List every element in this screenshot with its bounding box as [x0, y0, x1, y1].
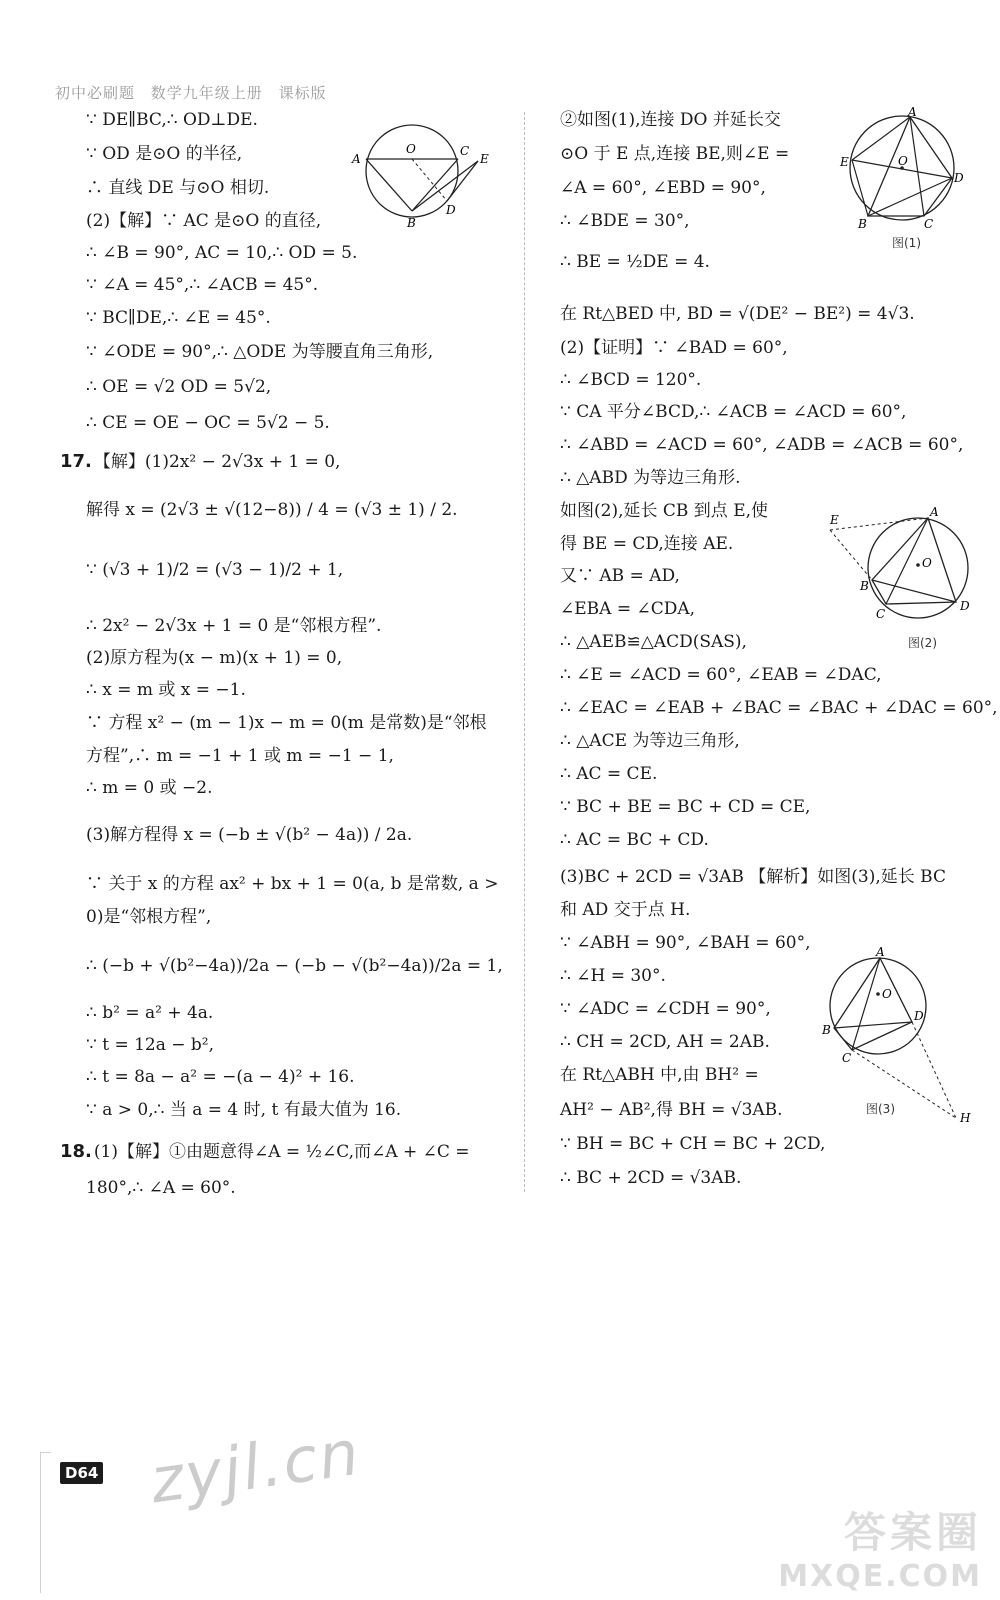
question-17-line [60, 450, 340, 474]
fig3-label: D [914, 1009, 924, 1023]
watermark-logo: 答案圈 [843, 1508, 982, 1557]
right-line: ∵ BC + BE = BC + CD = CE, [560, 797, 811, 817]
fig1-label: D [954, 171, 964, 185]
header-edition: 课标版 [278, 84, 327, 102]
running-header [55, 82, 337, 103]
question-18-line [60, 1140, 470, 1164]
left-line: ∴ OE = √2 OD = 5√2, [86, 377, 272, 397]
left-line: ∵ 关于 x 的方程 ax² + bx + 1 = 0(a, b 是常数, a > [86, 874, 499, 894]
fig2-label: B [860, 579, 869, 593]
figure-2-svg [830, 505, 980, 630]
figure-circle-tangent [350, 126, 500, 236]
question-number: 17. [60, 451, 92, 472]
left-line: ∵ t = 12a − b², [86, 1035, 215, 1055]
left-line: ∵ OD 是⊙O 的半径, [86, 144, 243, 164]
left-line: ∵ a > 0,∴ 当 a = 4 时, t 有最大值为 16. [86, 1100, 402, 1120]
right-line: ∴ △ACE 为等边三角形, [560, 731, 740, 751]
left-line: (2)【解】∵ AC 是⊙O 的直径, [86, 211, 322, 231]
right-line: ∵ CA 平分∠BCD,∴ ∠ACB = ∠ACD = 60°, [560, 402, 907, 422]
fig1-label: B [858, 217, 867, 231]
fig3-label: H [960, 1111, 971, 1125]
left-line: ∴ ∠B = 90°, AC = 10,∴ OD = 5. [86, 243, 358, 263]
figure-1-svg [840, 105, 970, 231]
left-line: ∴ t = 8a − a² = −(a − 4)² + 16. [86, 1067, 355, 1087]
left-line: ∴ CE = OE − OC = 5√2 − 5. [86, 413, 330, 433]
left-line: 0)是“邻根方程”, [86, 907, 212, 927]
left-line: 180°,∴ ∠A = 60°. [86, 1178, 236, 1198]
figure-2 [830, 505, 980, 660]
fig1-label: O [898, 154, 908, 168]
right-line: ∴ ∠EAC = ∠EAB + ∠BAC = ∠BAC + ∠DAC = 60°, [560, 698, 998, 718]
left-line: ∴ b² = a² + 4a. [86, 1003, 214, 1023]
fig0-label: E [480, 152, 489, 166]
right-line: 如图(2),延长 CB 到点 E,使 [560, 501, 769, 521]
figure-1 [840, 105, 970, 260]
right-line: ∴ △ABD 为等边三角形. [560, 468, 741, 488]
figure-2-caption: 图(2) [908, 636, 937, 650]
left-line: ∴ 直线 DE 与⊙O 相切. [86, 178, 270, 198]
right-line: ∴ ∠ABD = ∠ACD = 60°, ∠ADB = ∠ACB = 60°, [560, 435, 964, 455]
right-line: ⊙O 于 E 点,连接 BE,则∠E = [560, 144, 790, 164]
fig0-label: O [406, 142, 416, 156]
right-line: 在 Rt△ABH 中,由 BH² = [560, 1065, 759, 1085]
fig2-label: O [922, 556, 932, 570]
left-line: ∴ m = 0 或 −2. [86, 778, 213, 798]
fig0-label: B [407, 216, 416, 230]
fig3-label: B [822, 1023, 831, 1037]
right-line: ∵ ∠ADC = ∠CDH = 90°, [560, 999, 771, 1019]
fig0-label: A [352, 152, 361, 166]
right-line: ∴ BE = ½DE = 4. [560, 252, 710, 272]
right-line: ∴ AC = BC + CD. [560, 830, 709, 850]
left-line: 方程”,∴ m = −1 + 1 或 m = −1 − 1, [86, 746, 394, 766]
left-line: ∵ ∠A = 45°,∴ ∠ACB = 45°. [86, 275, 319, 295]
page-number: D64 [60, 1462, 103, 1484]
fig2-label: D [960, 599, 970, 613]
right-line: ∠EBA = ∠CDA, [560, 599, 696, 619]
question-number: 18. [60, 1141, 92, 1162]
right-line: (3)BC + 2CD = √3AB 【解析】如图(3),延长 BC [560, 867, 946, 887]
right-line: ∠A = 60°, ∠EBD = 90°, [560, 178, 766, 198]
left-line: (2)原方程为(x − m)(x + 1) = 0, [86, 648, 343, 668]
left-line: (3)解方程得 x = (−b ± √(b² − 4a)) / 2a. [86, 825, 413, 845]
figure-3-svg [822, 945, 978, 1125]
fig3-label: A [876, 945, 885, 959]
left-line: ∴ 2x² − 2√3x + 1 = 0 是“邻根方程”. [86, 616, 382, 636]
right-line: ∵ BH = BC + CH = BC + 2CD, [560, 1134, 826, 1154]
question-text: (1)【解】①由题意得∠A = ½∠C,而∠A + ∠C = [93, 1142, 470, 1162]
right-line: ∴ ∠E = ∠ACD = 60°, ∠EAB = ∠DAC, [560, 665, 882, 685]
left-line: ∴ x = m 或 x = −1. [86, 680, 246, 700]
left-line: ∵ ∠ODE = 90°,∴ △ODE 为等腰直角三角形, [86, 342, 434, 362]
left-line: ∵ BC∥DE,∴ ∠E = 45°. [86, 308, 271, 328]
figure-1-caption: 图(1) [892, 236, 921, 250]
right-line: 又∵ AB = AD, [560, 566, 680, 586]
right-line: ∴ ∠BCD = 120°. [560, 370, 702, 390]
right-line: ②如图(1),连接 DO 并延长交 [560, 110, 781, 130]
left-line: 解得 x = (2√3 ± √(12−8)) / 4 = (√3 ± 1) / 2. [86, 500, 458, 520]
right-line: ∴ ∠BDE = 30°, [560, 211, 690, 231]
right-line: ∴ BC + 2CD = √3AB. [560, 1168, 742, 1188]
fig3-label: O [882, 987, 892, 1001]
fig0-label: C [460, 144, 470, 158]
right-line: 在 Rt△BED 中, BD = √(DE² − BE²) = 4√3. [560, 304, 915, 324]
fig1-label: C [924, 217, 934, 231]
question-text: 【解】(1)2x² − 2√3x + 1 = 0, [93, 452, 341, 472]
left-line: ∴ (−b + √(b²−4a))/2a − (−b − √(b²−4a))/2a = 1, [86, 956, 503, 976]
right-line: AH² − AB²,得 BH = √3AB. [560, 1100, 783, 1120]
figure-3 [822, 945, 978, 1140]
header-series: 初中必刷题 [55, 84, 136, 102]
right-line: ∴ AC = CE. [560, 764, 658, 784]
fig3-label: C [842, 1051, 852, 1065]
left-line: ∵ (√3 + 1)/2 = (√3 − 1)/2 + 1, [86, 560, 344, 580]
fig1-label: A [908, 105, 917, 119]
fig2-label: E [830, 513, 839, 527]
fig2-label: A [930, 505, 939, 519]
watermark-handwritten: zyjl.cn [145, 1415, 365, 1518]
right-line: ∴ △AEB≌△ACD(SAS), [560, 632, 747, 652]
right-line: ∴ ∠H = 30°. [560, 966, 666, 986]
header-subject: 数学九年级上册 [150, 84, 263, 102]
figure-3-caption: 图(3) [866, 1102, 895, 1116]
footer-bracket [40, 1452, 51, 1593]
figure-circle-tangent-svg [350, 126, 500, 236]
left-line: ∵ 方程 x² − (m − 1)x − m = 0(m 是常数)是“邻根 [86, 713, 487, 733]
fig1-label: E [840, 155, 849, 169]
right-line: (2)【证明】∵ ∠BAD = 60°, [560, 338, 788, 358]
right-line: 得 BE = CD,连接 AE. [560, 534, 734, 554]
right-line: ∵ ∠ABH = 90°, ∠BAH = 60°, [560, 933, 811, 953]
left-line: ∵ DE∥BC,∴ OD⊥DE. [86, 110, 258, 130]
fig2-label: C [876, 607, 886, 621]
column-divider [524, 112, 525, 1192]
right-line: 和 AD 交于点 H. [560, 900, 691, 920]
right-line: ∴ CH = 2CD, AH = 2AB. [560, 1032, 770, 1052]
watermark-url: MXQE.COM [778, 1559, 982, 1594]
fig0-label: D [446, 203, 456, 217]
